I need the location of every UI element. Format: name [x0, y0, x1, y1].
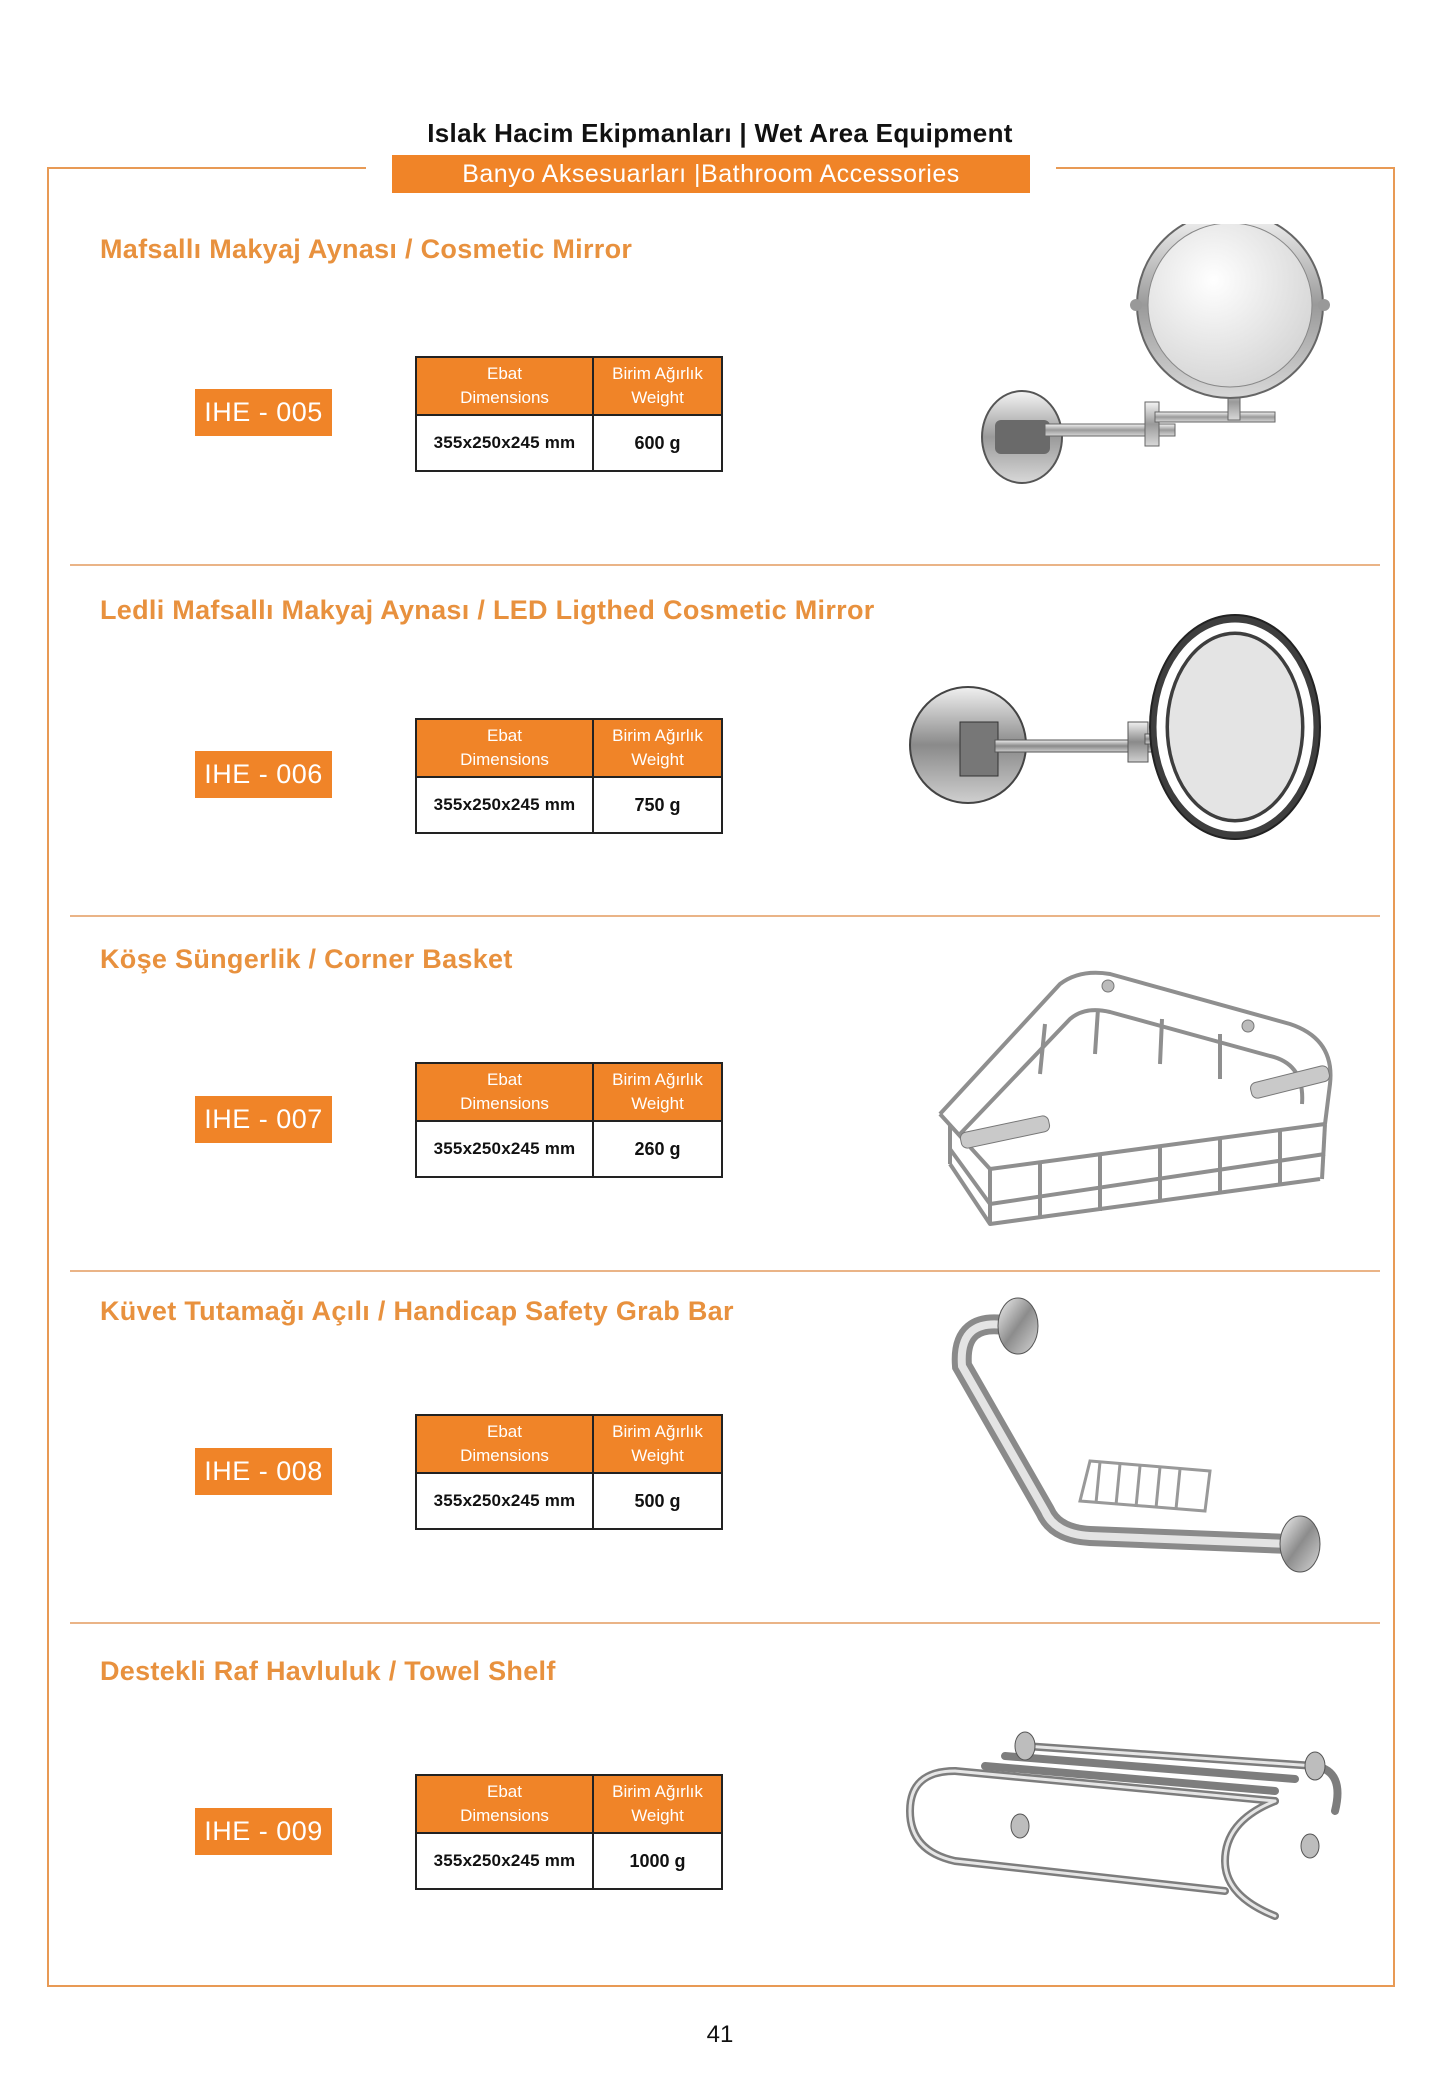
weight-header: Birim Ağırlık Weight — [593, 357, 722, 415]
product-title: Küvet Tutamağı Açılı / Handicap Safety Grab Bar — [100, 1296, 734, 1326]
weight-header: Birim Ağırlık Weight — [593, 719, 722, 777]
weight-value: 600 g — [593, 415, 722, 471]
corner-basket-image — [930, 964, 1350, 1234]
spec-table — [415, 1414, 723, 1530]
page-number: 41 — [706, 2021, 734, 2048]
section-divider — [70, 564, 1380, 566]
weight-value: 1000 g — [593, 1833, 722, 1889]
towel-shelf-image — [895, 1711, 1345, 1931]
dimensions-value: 355x250x245 mm — [416, 1121, 593, 1177]
weight-header: Birim Ağırlık Weight — [593, 1775, 722, 1833]
product-title: Destekli Raf Havluluk / Towel Shelf — [100, 1656, 556, 1686]
grab-bar-image — [940, 1296, 1340, 1606]
section-divider — [70, 1270, 1380, 1272]
product-code-badge: IHE - 005 — [195, 389, 332, 436]
dimensions-header: Ebat Dimensions — [416, 1775, 593, 1833]
subtitle-banner — [366, 155, 1056, 193]
cosmetic-mirror-image — [950, 224, 1340, 494]
product-code-badge: IHE - 008 — [195, 1448, 332, 1495]
dimensions-header: Ebat Dimensions — [416, 719, 593, 777]
weight-header: Birim Ağırlık Weight — [593, 1415, 722, 1473]
product-code-badge: IHE - 006 — [195, 751, 332, 798]
dimensions-header: Ebat Dimensions — [416, 357, 593, 415]
weight-value: 750 g — [593, 777, 722, 833]
spec-table — [415, 718, 723, 834]
weight-header: Birim Ağırlık Weight — [593, 1063, 722, 1121]
dimensions-value: 355x250x245 mm — [416, 1473, 593, 1529]
dimensions-value: 355x250x245 mm — [416, 777, 593, 833]
product-title: Mafsallı Makyaj Aynası / Cosmetic Mirror — [100, 234, 633, 264]
product-title: Köşe Süngerlik / Corner Basket — [100, 944, 513, 974]
weight-value: 260 g — [593, 1121, 722, 1177]
dimensions-header: Ebat Dimensions — [416, 1063, 593, 1121]
spec-table — [415, 356, 723, 472]
dimensions-header: Ebat Dimensions — [416, 1415, 593, 1473]
section-divider — [70, 915, 1380, 917]
section-divider — [70, 1622, 1380, 1624]
weight-value: 500 g — [593, 1473, 722, 1529]
dimensions-value: 355x250x245 mm — [416, 1833, 593, 1889]
product-code-badge: IHE - 009 — [195, 1808, 332, 1855]
page-title: Islak Hacim Ekipmanları | Wet Area Equipment — [427, 118, 1013, 148]
subtitle-text: Banyo Aksesuarları |Bathroom Accessories — [462, 160, 960, 188]
spec-table — [415, 1774, 723, 1890]
dimensions-value: 355x250x245 mm — [416, 415, 593, 471]
led-mirror-image — [900, 610, 1340, 850]
spec-table — [415, 1062, 723, 1178]
product-code-badge: IHE - 007 — [195, 1096, 332, 1143]
product-title: Ledli Mafsallı Makyaj Aynası / LED Ligthed Cosmetic Mirror — [100, 595, 875, 625]
